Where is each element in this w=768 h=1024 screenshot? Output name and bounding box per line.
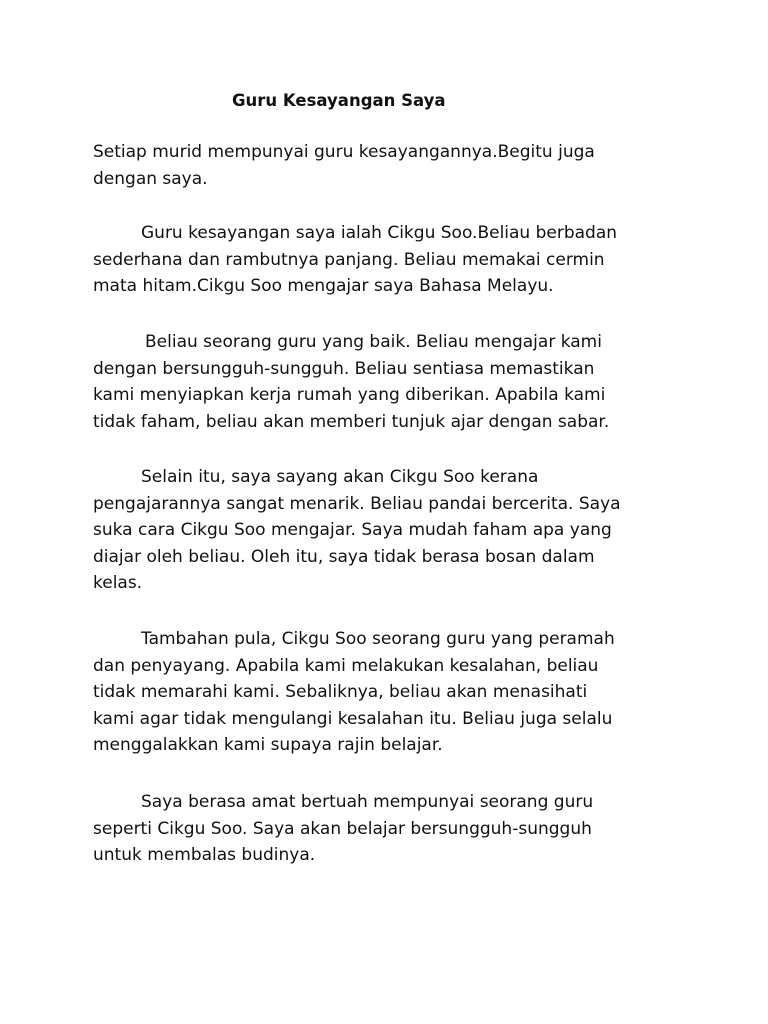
paragraph-line: pengajarannya sangat menarik. Beliau pandai bercerita. Saya: [93, 493, 621, 514]
paragraph-line: Setiap murid mempunyai guru kesayangannya.Begitu juga: [93, 142, 595, 162]
paragraph-line: mata hitam.Cikgu Soo mengajar saya Bahasa Melayu.: [93, 276, 554, 296]
paragraph-line: Tambahan pula, Cikgu Soo seorang guru yang peramah: [141, 629, 615, 649]
paragraph-line: kami agar tidak mengulangi kesalahan itu. Beliau juga selalu: [93, 708, 613, 729]
paragraph-line: kami menyiapkan kerja rumah yang diberikan. Apabila kami: [93, 385, 606, 405]
paragraph-1: [93, 139, 733, 192]
paragraph-line: tidak memarahi kami. Sebaliknya, beliau akan menasihati: [93, 682, 588, 702]
paragraph-line: tidak faham, beliau akan memberi tunjuk ajar dengan sabar.: [93, 411, 610, 432]
paragraph-line: diajar oleh beliau. Oleh itu, saya tidak berasa bosan dalam: [93, 546, 595, 567]
paragraph-line: Beliau seorang guru yang baik. Beliau mengajar kami: [145, 332, 602, 352]
paragraph-line: Saya berasa amat bertuah mempunyai seorang guru: [141, 792, 594, 812]
paragraph-line: dengan saya.: [93, 168, 208, 189]
paragraph-line: sederhana dan rambutnya panjang. Beliau memakai cermin: [93, 249, 605, 270]
paragraph-line: suka cara Cikgu Soo mengajar. Saya mudah faham apa yang: [93, 520, 612, 540]
paragraph-line: seperti Cikgu Soo. Saya akan belajar bersungguh-sungguh: [93, 818, 592, 839]
paragraph-line: dengan bersungguh-sungguh. Beliau sentiasa memastikan: [93, 358, 595, 379]
paragraph-line: Guru kesayangan saya ialah Cikgu Soo.Beliau berbadan: [141, 223, 618, 243]
paragraph-line: dan penyayang. Apabila kami melakukan kesalahan, beliau: [93, 655, 599, 676]
paragraph-4: [93, 464, 733, 597]
paragraph-line: untuk membalas budinya.: [93, 845, 316, 865]
paragraph-6: [93, 789, 733, 869]
paragraph-2: [93, 220, 733, 300]
paragraph-line: menggalakkan kami supaya rajin belajar.: [93, 735, 443, 755]
paragraph-line: Selain itu, saya sayang akan Cikgu Soo kerana: [141, 467, 539, 487]
paragraph-3: [93, 329, 733, 435]
paragraph-line: kelas.: [93, 573, 143, 593]
paragraph-5: [93, 626, 733, 759]
document-title: Guru Kesayangan Saya: [232, 91, 446, 110]
